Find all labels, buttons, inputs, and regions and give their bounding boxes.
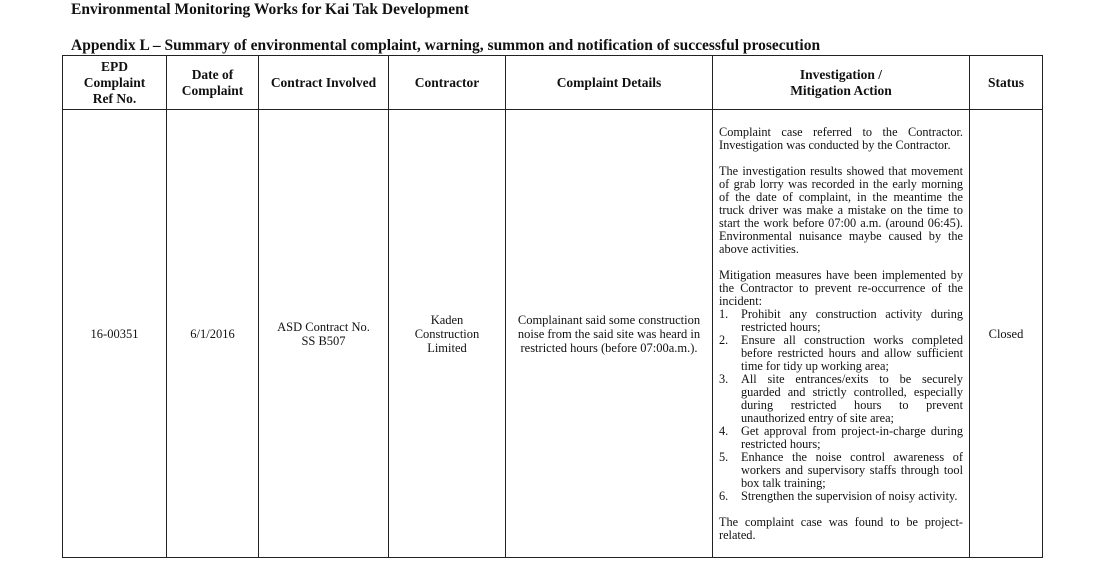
investigation-para-referral: Complaint case referred to the Contractor. Investigation was conducted by the Contractor.	[719, 125, 963, 152]
cell-contractor: Kaden Construction Limited	[389, 110, 506, 558]
cell-investigation	[713, 110, 970, 558]
cell-contract: ASD Contract No. SS B507	[259, 110, 389, 558]
header-contract: Contract Involved	[259, 56, 389, 110]
table-header-row	[63, 56, 1043, 110]
list-item: 1. Prohibit any construction activity during restricted hours;	[719, 307, 963, 334]
cell-complaint-details: Complainant said some construction noise from the said site was heard in restricted hours (before 07:00a.m.).	[506, 110, 713, 558]
list-item: 3. All site entrances/exits to be securely guarded and strictly controlled, especially during restricted hours to prevent unauthorized entry of site area;	[719, 372, 963, 425]
list-item: 5. Enhance the noise control awareness of workers and supervisory staffs through tool box talk training;	[719, 450, 963, 490]
investigation-para-results: The investigation results showed that movement of grab lorry was recorded in the early morning of the date of complaint, in the meantime the truck driver was make a mistake on the time to start the work before 07:00 a.m. (around 06:45). Environmental nuisance maybe caused by the above activities.	[719, 164, 963, 256]
header-investigation: Investigation / Mitigation Action	[713, 56, 970, 110]
appendix-title: Appendix L – Summary of environmental complaint, warning, summon and notification of successful prosecution	[71, 37, 821, 54]
cell-ref-no: 16-00351	[63, 110, 167, 558]
header-ref-no: EPD Complaint Ref No.	[63, 56, 167, 110]
table-row	[63, 110, 1043, 558]
header-contractor: Contractor	[389, 56, 506, 110]
header-complaint-details: Complaint Details	[506, 56, 713, 110]
document-title: Environmental Monitoring Works for Kai Tak Development	[71, 1, 469, 18]
investigation-para-conclusion: The complaint case was found to be project-related.	[719, 515, 963, 542]
list-item: 6. Strengthen the supervision of noisy activity.	[719, 489, 958, 503]
list-item: 2. Ensure all construction works completed before restricted hours and allow sufficient time for tidy up working area;	[719, 333, 963, 373]
header-status: Status	[970, 56, 1043, 110]
header-date: Date of Complaint	[167, 56, 259, 110]
mitigation-measures-list	[719, 308, 963, 503]
complaint-summary-table	[62, 55, 1043, 558]
cell-status: Closed	[970, 110, 1043, 558]
cell-date: 6/1/2016	[167, 110, 259, 558]
list-item: 4. Get approval from project-in-charge during restricted hours;	[719, 424, 963, 451]
investigation-para-mitigation: Mitigation measures have been implemented by the Contractor to prevent re-occurrence of the incident:	[719, 268, 963, 308]
